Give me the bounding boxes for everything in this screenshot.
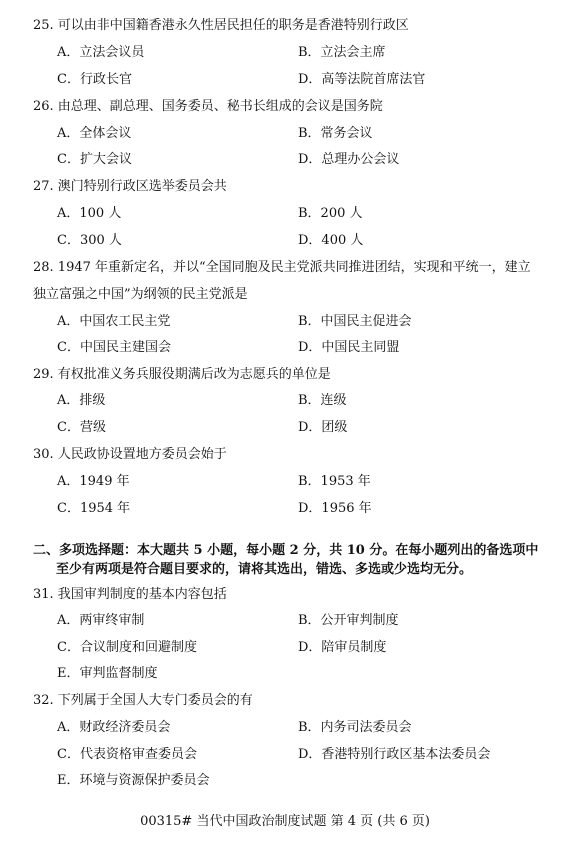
- question-32-option-c: C．代表资格审查委员会: [57, 747, 197, 762]
- question-31-option-a: A．两审终审制: [57, 613, 145, 628]
- question-25-option-a: A．立法会议员: [57, 45, 145, 60]
- question-28-option-c: C．中国民主建国会: [57, 340, 171, 355]
- section-2-instructions: 二、多项选择题：本大题共 5 小题，每小题 2 分，共 10 分。在每小题列出的备选项中: [33, 543, 539, 558]
- question-25-option-c: C．行政长官: [57, 72, 132, 87]
- question-27-option-b: B．200 人: [298, 206, 363, 221]
- question-29-option-d: D．团级: [298, 420, 348, 435]
- question-30-option-a: A．1949 年: [57, 474, 130, 489]
- question-26-option-a: A．全体会议: [57, 126, 132, 141]
- question-28-stem-continued: 独立富强之中国”为纲领的民主党派是: [33, 287, 248, 302]
- question-26-option-c: C．扩大会议: [57, 152, 132, 167]
- question-28-option-d: D．中国民主同盟: [298, 340, 400, 355]
- question-32-option-e: E．环境与资源保护委员会: [57, 773, 210, 788]
- question-31-option-e: E．审判监督制度: [57, 666, 158, 681]
- question-28-option-b: B．中国民主促进会: [298, 314, 412, 329]
- question-32-stem: 32. 下列属于全国人大专门委员会的有: [33, 693, 253, 708]
- question-27-option-c: C．300 人: [57, 233, 122, 248]
- question-25-option-d: D．高等法院首席法官: [298, 72, 426, 87]
- question-27-stem: 27. 澳门特别行政区选举委员会共: [33, 179, 227, 194]
- question-26-stem: 26. 由总理、副总理、国务委员、秘书长组成的会议是国务院: [33, 99, 383, 114]
- question-29-stem: 29. 有权批准义务兵服役期满后改为志愿兵的单位是: [33, 367, 331, 382]
- question-26-option-b: B．常务会议: [298, 126, 373, 141]
- question-27-option-d: D．400 人: [298, 233, 364, 248]
- question-25-stem: 25. 可以由非中国籍香港永久性居民担任的职务是香港特别行政区: [33, 18, 409, 33]
- question-31-stem: 31. 我国审判制度的基本内容包括: [33, 587, 227, 602]
- question-31-option-b: B．公开审判制度: [298, 613, 399, 628]
- question-30-option-b: B．1953 年: [298, 474, 371, 489]
- question-29-option-a: A．排级: [57, 393, 106, 408]
- question-31-option-d: D．陪审员制度: [298, 640, 387, 655]
- question-28-stem: 28. 1947 年重新定名，并以“全国同胞及民主党派共同推进团结，实现和平统一，建立: [33, 260, 531, 275]
- question-30-stem: 30. 人民政协设置地方委员会始于: [33, 447, 227, 462]
- question-27-option-a: A．100 人: [57, 206, 122, 221]
- question-32-option-b: B．内务司法委员会: [298, 720, 412, 735]
- question-29-option-b: B．连级: [298, 393, 347, 408]
- question-25-option-b: B．立法会主席: [298, 45, 386, 60]
- question-32-option-d: D．香港特别行政区基本法委员会: [298, 747, 491, 762]
- question-31-option-c: C．合议制度和回避制度: [57, 640, 197, 655]
- question-26-option-d: D．总理办公会议: [298, 152, 400, 167]
- question-30-option-d: D．1956 年: [298, 501, 372, 516]
- question-32-option-a: A．财政经济委员会: [57, 720, 171, 735]
- question-29-option-c: C．营级: [57, 420, 106, 435]
- page-footer: 00315# 当代中国政治制度试题 第 4 页 (共 6 页): [140, 814, 430, 829]
- question-30-option-c: C．1954 年: [57, 501, 131, 516]
- question-28-option-a: A．中国农工民主党: [57, 314, 171, 329]
- section-2-instructions-continued: 至少有两项是符合题目要求的，请将其选出，错选、多选或少选均无分。: [56, 562, 473, 577]
